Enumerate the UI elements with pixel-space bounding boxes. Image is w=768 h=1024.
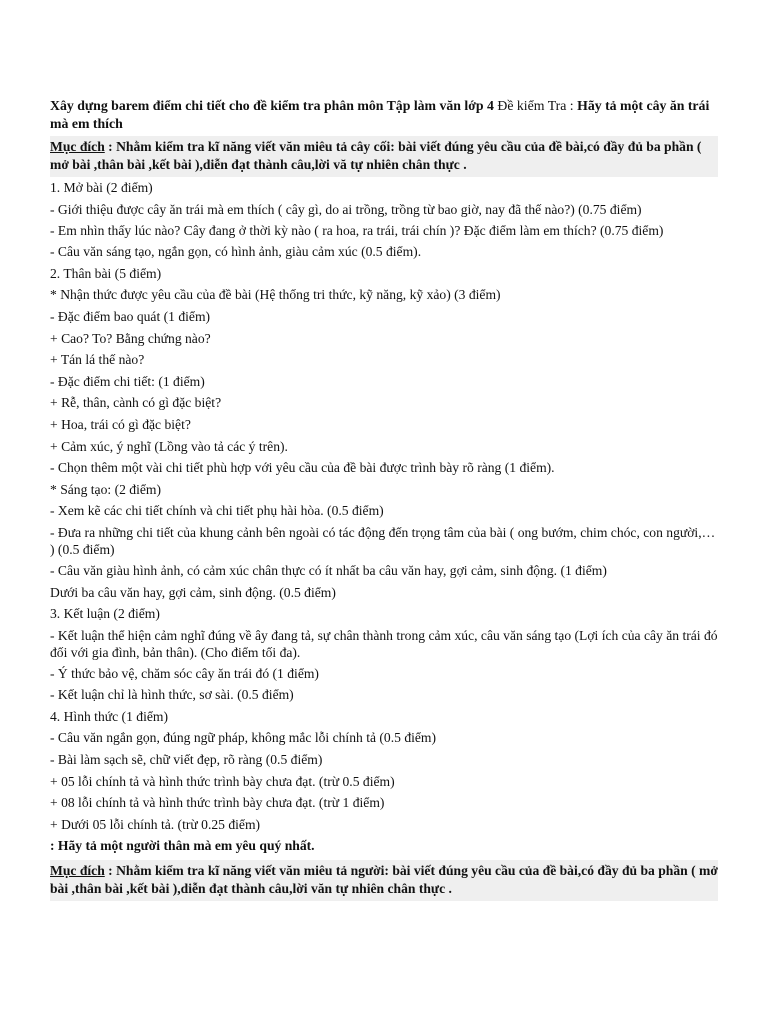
purpose-text-2: : Nhằm kiểm tra kĩ năng viết văn miêu tả người: bài viết đúng yêu cầu của đề bài,có đầy đủ ba phần ( mở bài ,thân bài ,kết bài ),diễn đạt thành câu,lời văn tự nhiên chân thực . xyxy=(50,863,718,897)
rubric-line: - Câu văn ngắn gọn, đúng ngữ pháp, không mắc lỗi chính tả (0.5 điểm) xyxy=(50,730,437,746)
purpose-paragraph-1 xyxy=(50,136,718,177)
rubric-line: + Rễ, thân, cành có gì đặc biệt? xyxy=(50,395,222,411)
rubric-line: - Câu văn sáng tạo, ngắn gọn, có hình ảnh, giàu cảm xúc (0.5 điểm). xyxy=(50,244,422,260)
rubric-line: - Em nhìn thấy lúc nào? Cây đang ở thời kỳ nào ( ra hoa, ra trái, trái chín )? Đặc điểm làm em thích? (0.75 điểm) xyxy=(50,223,664,239)
rubric-line: + 08 lỗi chính tả và hình thức trình bày chưa đạt. (trừ 1 điểm) xyxy=(50,795,385,811)
document-content xyxy=(50,95,718,901)
rubric-line: - Đặc điểm chi tiết: (1 điểm) xyxy=(50,373,205,389)
rubric-line: - Câu văn giàu hình ảnh, có cảm xúc chân thực có ít nhất ba câu văn hay, gợi cảm, sinh động. (1 điểm) xyxy=(50,562,607,578)
rubric-line: - Kết luận chỉ là hình thức, sơ sài. (0.5 điểm) xyxy=(50,687,294,703)
rubric-line: * Sáng tạo: (2 điểm) xyxy=(50,481,161,497)
rubric-line: - Ý thức bảo vệ, chăm sóc cây ăn trái đó (1 điểm) xyxy=(50,665,319,681)
rubric-line: 2. Thân bài (5 điểm) xyxy=(50,265,162,281)
rubric-line: + Tán lá thế nào? xyxy=(50,352,145,368)
rubric-line: + Dưới 05 lỗi chính tả. (trừ 0.25 điểm) xyxy=(50,816,261,832)
rubric-line: + Hoa, trái có gì đặc biệt? xyxy=(50,416,191,432)
rubric-line: 1. Mở bài (2 điểm) xyxy=(50,180,153,195)
rubric-line: 4. Hình thức (1 điểm) xyxy=(50,708,168,724)
rubric-line: - Kết luận thể hiện cảm nghĩ đúng về ây đang tả, sự chân thành trong cảm xúc, câu văn sáng tạo (Lợi ích của cây ăn trái đó đối với gia đình, bản thân). (Cho điểm tối đa). xyxy=(50,627,718,660)
title-bold-part: Xây dựng barem điểm chi tiết cho đề kiểm tra phân môn Tập làm văn lớp 4 xyxy=(50,98,494,113)
rubric-line: + Cảm xúc, ý nghĩ (Lồng vào tả các ý trên). xyxy=(50,438,288,454)
rubric-line: + 05 lỗi chính tả và hình thức trình bày chưa đạt. (trừ 0.5 điểm) xyxy=(50,773,395,789)
rubric-line: - Đặc điểm bao quát (1 điểm) xyxy=(50,308,211,324)
rubric-line: - Xem kẽ các chi tiết chính và chi tiết phụ hài hòa. (0.5 điểm) xyxy=(50,503,384,519)
rubric-line: - Đưa ra những chi tiết của khung cảnh bên ngoài có tác động đến trọng tâm của bài ( ong bướm, chim chóc, con người,… ) (0.5 điểm) xyxy=(50,524,716,557)
rubric-line: - Chọn thêm một vài chi tiết phù hợp với yêu cầu của đề bài được trình bày rõ ràng (1 điểm). xyxy=(50,460,555,476)
rubric-line: 3. Kết luận (2 điểm) xyxy=(50,606,160,622)
purpose-label-2: Mục đích xyxy=(50,863,105,879)
rubric-line: + Cao? To? Bằng chứng nào? xyxy=(50,330,211,346)
document-title xyxy=(50,95,718,136)
purpose-paragraph-2 xyxy=(50,860,718,901)
title-assignment: Hãy tả một cây ăn trái mà em thích xyxy=(50,98,710,131)
rubric-line: * Nhận thức được yêu cầu của đề bài (Hệ thống tri thức, kỹ năng, kỹ xảo) (3 điểm) xyxy=(50,287,501,303)
rubric-line: Dưới ba câu văn hay, gợi cảm, sinh động. (0.5 điểm) xyxy=(50,584,336,600)
title-normal-part: Đề kiểm Tra : xyxy=(493,98,578,113)
purpose-label-1: Mục đích xyxy=(50,139,105,154)
second-assignment-title: : Hãy tả một người thân mà em yêu quý nhất. xyxy=(50,838,315,854)
rubric-line: - Giới thiệu được cây ăn trái mà em thích ( cây gì, do ai trồng, trồng từ bao giờ, nay đã thế nào?) (0.75 điểm) xyxy=(50,201,642,217)
purpose-text-1: : Nhằm kiểm tra kĩ năng viết văn miêu tả cây cối: bài viết đúng yêu cầu của đề bài,có đầy đủ ba phần ( mở bài ,thân bài ,kết bài ),diễn đạt thành câu,lời vă tự nhiên chân thực . xyxy=(50,139,702,172)
rubric-line: - Bài làm sạch sẽ, chữ viết đẹp, rõ ràng (0.5 điểm) xyxy=(50,752,323,768)
